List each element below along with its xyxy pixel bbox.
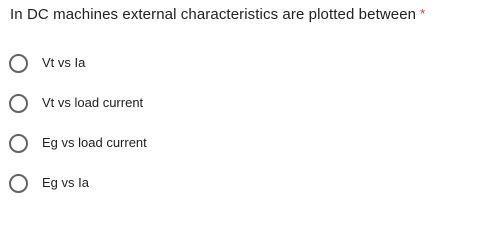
radio-button-icon[interactable] [9,94,28,113]
radio-option-eg-vs-load-current[interactable] [9,131,147,155]
question-title [10,6,425,24]
option-label: Vt vs load current [42,95,144,110]
radio-option-vt-vs-load-current[interactable] [9,91,143,115]
radio-button-icon[interactable] [9,174,28,193]
option-label: Eg vs load current [42,135,147,150]
question-text: In DC machines external characteristics are plotted between [10,6,417,23]
option-label: Vt vs Ia [42,55,86,70]
radio-button-icon[interactable] [9,54,28,73]
required-asterisk: * [420,6,426,21]
radio-button-icon[interactable] [9,134,28,153]
radio-option-eg-vs-ia[interactable] [9,171,89,195]
radio-option-vt-vs-ia[interactable] [9,51,85,75]
option-label: Eg vs Ia [42,175,89,190]
